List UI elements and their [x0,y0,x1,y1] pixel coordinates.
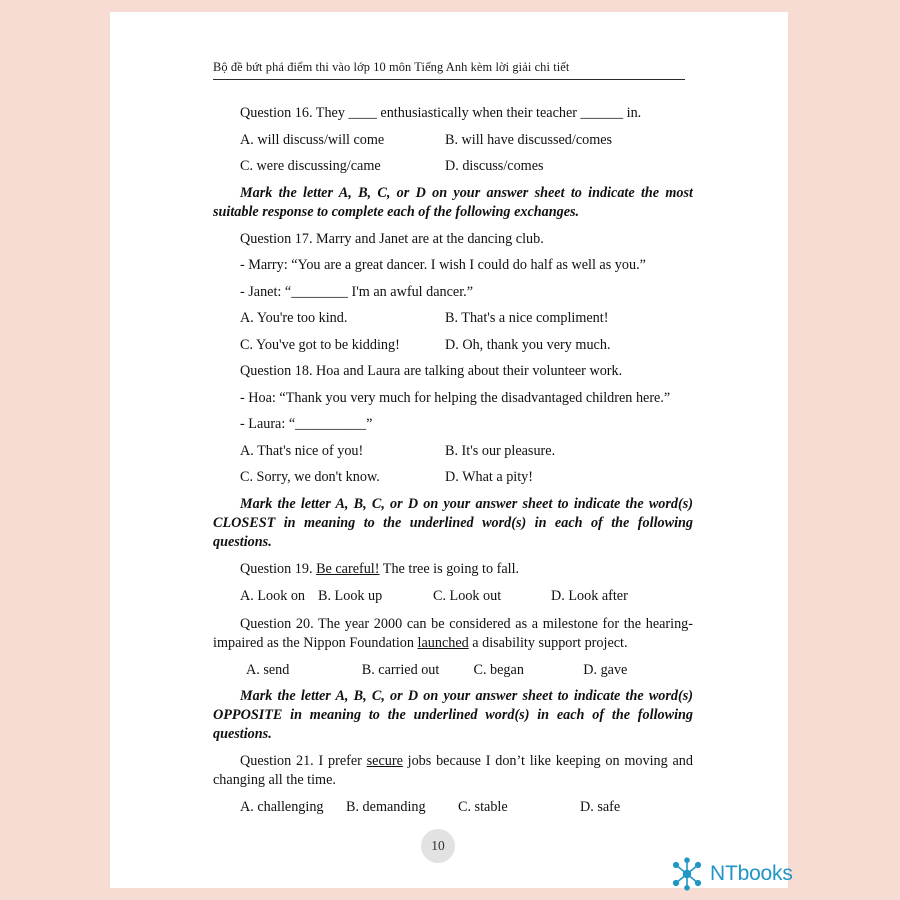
molecule-icon [670,857,704,891]
option-a[interactable]: A. send [246,661,290,678]
question-19-suffix: The tree is going to fall. [379,561,520,578]
exam-body [213,104,693,824]
question-17-options-row-1 [213,309,693,328]
question-19-stem [213,560,693,579]
question-19-prefix: Question 19. [240,561,317,578]
question-19-options [213,587,693,606]
question-19-underlined: Be careful! [316,561,380,578]
option-b[interactable]: B. demanding [346,798,426,815]
question-16-options-row-1 [213,131,693,150]
option-b[interactable]: B. will have discussed/comes [445,131,613,148]
question-18-options-row-1 [213,442,693,461]
question-18-line-1: - Hoa: “Thank you very much for helping the disadvantaged children here.” [240,389,671,406]
question-20-prefix: Question 20. The year 2000 can be considered as a milestone for the hearing-impaired as the Nippon Foundation [213,616,693,652]
option-c[interactable]: C. were discussing/came [240,158,381,175]
option-b[interactable]: B. carried out [361,661,440,678]
instruction-exchanges: Mark the letter A, B, C, or D on your answer sheet to indicate the most suitable response to complete each of the following exchanges. [213,184,693,220]
option-a[interactable]: A. will discuss/will come [240,131,385,148]
brand-name: NTbooks [710,862,793,885]
option-b[interactable]: B. That's a nice compliment! [445,310,609,327]
option-d[interactable]: D. safe [580,798,621,815]
question-21-options [213,798,693,817]
question-18-stem: Question 18. Hoa and Laura are talking about their volunteer work. [240,363,623,380]
option-c[interactable]: C. began [473,661,524,678]
question-17-stem: Question 17. Marry and Janet are at the dancing club. [240,230,544,247]
question-17-line-1: - Marry: “You are a great dancer. I wish I could do half as well as you.” [240,257,646,274]
option-a[interactable]: A. challenging [240,798,324,815]
question-20-underlined: launched [417,635,469,652]
running-header: Bộ đề bứt phá điểm thi vào lớp 10 môn Tiếng Anh kèm lời giải chi tiết [213,60,685,80]
option-c[interactable]: C. Look out [433,587,502,604]
question-17-line-2: - Janet: “________ I'm an awful dancer.” [240,283,474,300]
option-a[interactable]: A. You're too kind. [240,310,348,327]
question-18-options-row-2 [213,468,693,487]
question-16-stem: Question 16. They ____ enthusiastically when their teacher ______ in. [240,105,642,121]
option-d[interactable]: D. Look after [551,587,628,604]
question-20-options [213,661,693,680]
page-number-badge: 10 [421,829,455,863]
page-content [110,12,793,888]
question-21-underlined: secure [366,753,403,770]
option-c[interactable]: C. Sorry, we don't know. [240,469,380,486]
option-c[interactable]: C. stable [458,798,508,815]
question-20-stem [213,615,693,653]
option-c[interactable]: C. You've got to be kidding! [240,336,400,353]
question-21-suffix: jobs because I don’t like keeping on moving and changing all the time. [213,753,693,789]
instruction-closest-meaning: Mark the letter A, B, C, or D on your answer sheet to indicate the word(s) CLOSEST in meaning to the underlined word(s) in each of the following questions. [213,495,693,551]
question-16-options-row-2 [213,157,693,176]
question-20-suffix: a disability support project. [468,635,628,652]
option-b[interactable]: B. Look up [318,587,383,604]
question-21-prefix: Question 21. I prefer [240,753,367,770]
publisher-brand [670,857,793,891]
question-18-line-2: - Laura: “__________” [240,416,373,433]
option-d[interactable]: D. What a pity! [445,469,533,486]
option-d[interactable]: D. discuss/comes [445,158,544,175]
option-d[interactable]: D. gave [583,661,628,678]
document-page [110,12,793,888]
question-17-options-row-2 [213,336,693,355]
instruction-opposite-meaning: Mark the letter A, B, C, or D on your answer sheet to indicate the word(s) OPPOSITE in meaning to the underlined word(s) in each of the following questions. [213,688,693,743]
option-a[interactable]: A. That's nice of you! [240,442,364,459]
option-a[interactable]: A. Look on [240,587,306,604]
option-d[interactable]: D. Oh, thank you very much. [445,336,611,353]
option-b[interactable]: B. It's our pleasure. [445,442,556,459]
question-21-stem [213,752,693,790]
